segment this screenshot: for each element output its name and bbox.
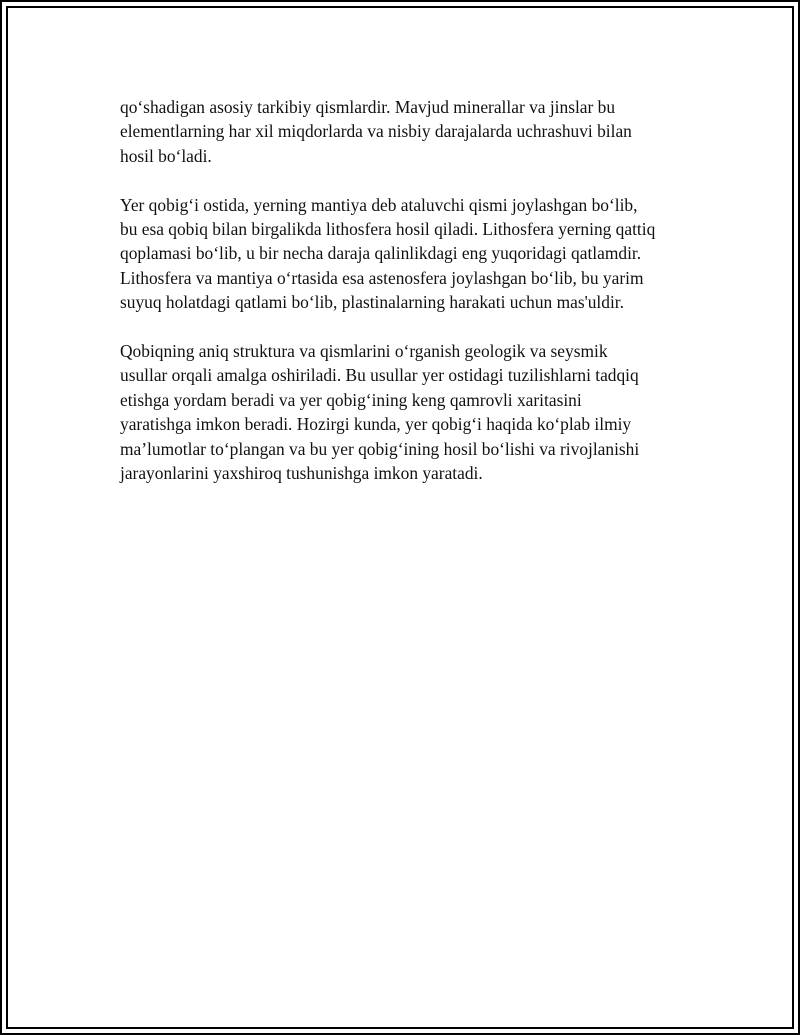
text-line: elementlarning har xil miqdorlarda va nisbiy darajalarda uchrashuvi bilan [120,121,632,142]
text-line: Yer qobig‘i ostida, yerning mantiya deb ataluvchi qismi joylashgan bo‘lib, [120,194,638,215]
text-line: ma’lumotlar to‘plangan va bu yer qobig‘ining hosil bo‘lishi va rivojlanishi [120,438,640,459]
text-line: usullar orqali amalga oshiriladi. Bu usullar yer ostidagi tuzilishlarni tadqiq [120,365,639,386]
text-line: suyuq holatdagi qatlami bo‘lib, plastinalarning harakati uchun mas'uldir. [120,292,624,313]
text-line: hosil bo‘ladi. [120,145,212,166]
text-line: yaratishga imkon beradi. Hozirgi kunda, yer qobig‘i haqida ko‘plab ilmiy [120,414,632,435]
paragraph-2 [120,193,700,315]
document-body [120,95,700,510]
paragraph-3 [120,339,700,485]
text-line: bu esa qobiq bilan birgalikda lithosfera hosil qiladi. Lithosfera yerning qattiq [120,219,656,240]
text-line: qo‘shadigan asosiy tarkibiy qismlardir. Mavjud minerallar va jinslar bu [120,97,616,117]
paragraph-1 [120,95,700,168]
text-line: Lithosfera va mantiya o‘rtasida esa astenosfera joylashgan bo‘lib, bu yarim [120,267,644,288]
text-line: jarayonlarini yaxshiroq tushunishga imkon yaratadi. [120,463,483,484]
text-line: etishga yordam beradi va yer qobig‘ining keng qamrovli xaritasini [120,389,582,410]
text-line: Qobiqning aniq struktura va qismlarini o‘rganish geologik va seysmik [120,341,608,362]
text-line: qoplamasi bo‘lib, u bir necha daraja qalinlikdagi eng yuqoridagi qatlamdir. [120,243,642,264]
